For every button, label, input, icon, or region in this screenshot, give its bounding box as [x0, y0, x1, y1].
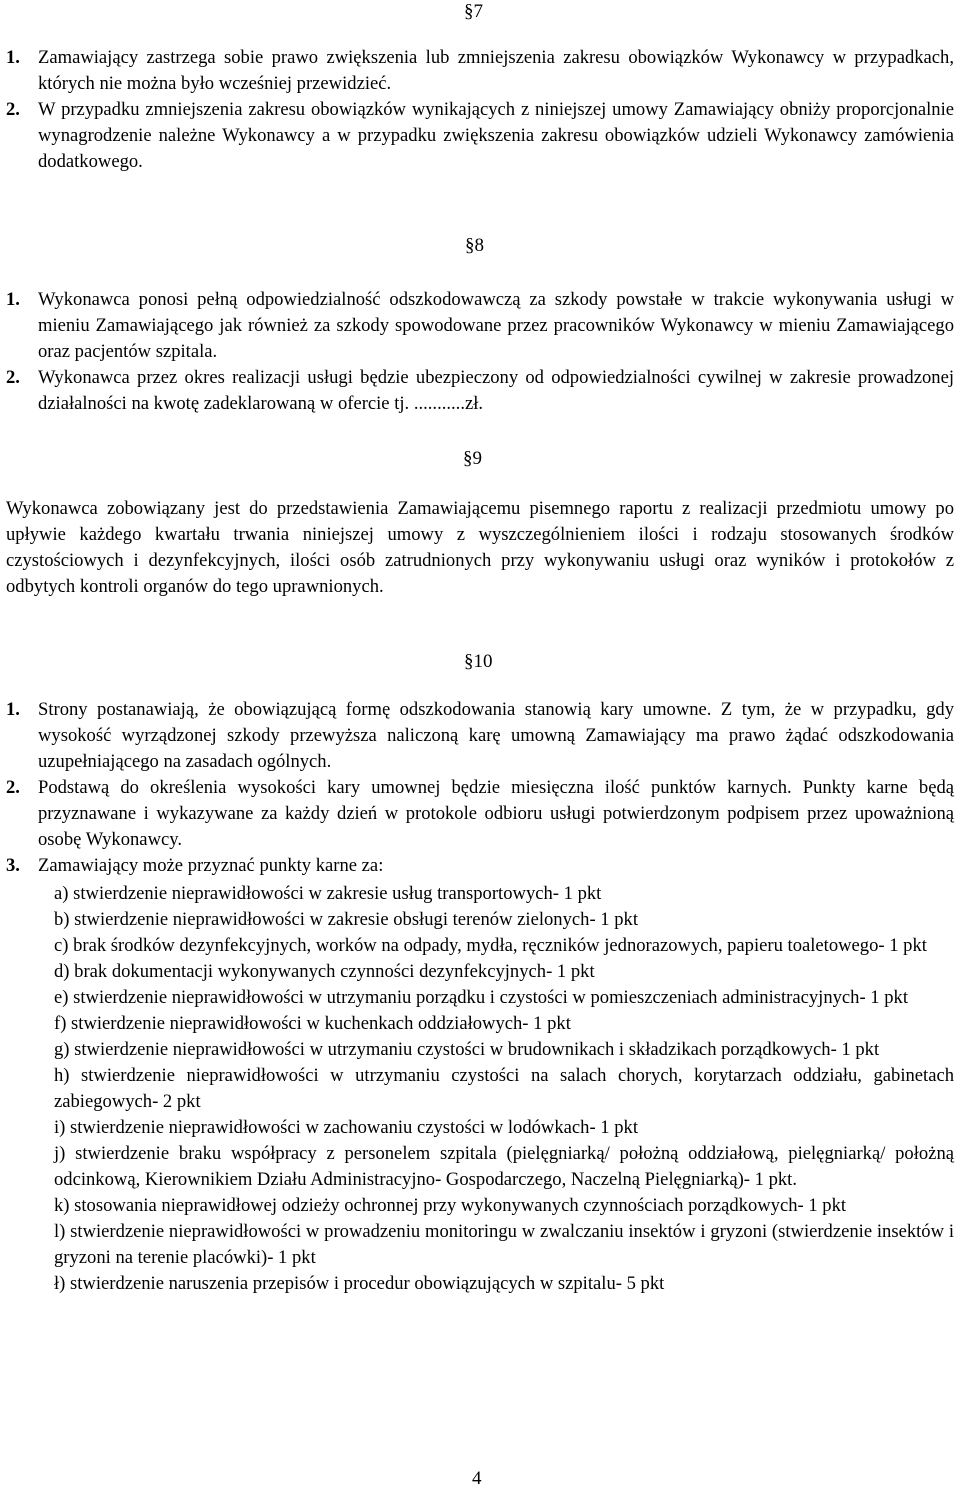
penalty-item-h	[54, 1063, 954, 1115]
item-text: Wykonawca przez okres realizacji usługi będzie ubezpieczony od odpowiedzialności cywilnej w zakresie prowadzonej działalności na kwotę zadeklarowaną w ofercie tj. ...........zł.	[38, 367, 954, 414]
penalty-item-l	[54, 1219, 954, 1271]
section-7-item-2	[6, 97, 954, 175]
section-10-body	[6, 697, 954, 1297]
penalty-item-i	[54, 1115, 954, 1141]
penalty-label: f)	[54, 1013, 67, 1034]
penalty-text: stwierdzenie nieprawidłowości w zakresie obsługi terenów zielonych- 1 pkt	[74, 909, 638, 930]
penalty-label: g)	[54, 1039, 70, 1060]
section-7-heading: §7	[464, 1, 483, 22]
penalty-item-l-stroke	[54, 1271, 954, 1297]
section-9-heading: §9	[463, 448, 482, 469]
penalty-label: h)	[54, 1065, 70, 1086]
item-number: 1.	[6, 699, 20, 720]
penalty-item-f	[54, 1011, 954, 1037]
penalty-label: j)	[54, 1143, 66, 1164]
section-8-item-2	[6, 365, 954, 417]
section-10-item-3	[6, 853, 954, 879]
penalty-item-j	[54, 1141, 954, 1193]
item-text: Wykonawca ponosi pełną odpowiedzialność odszkodowawczą za szkody powstałe w trakcie wykonywania usługi w mieniu Zamawiającego jak również za szkody spowodowane przez pracowników Wykonawcy w mieniu Zamawiającego oraz pacjentów szpitala.	[38, 289, 954, 362]
item-number: 2.	[6, 777, 20, 798]
section-9-text: Wykonawca zobowiązany jest do przedstawienia Zamawiającemu pisemnego raportu z realizacji przedmiotu umowy po upływie każdego kwartału trwania niniejszej umowy z wyszczególnieniem ilości i rodzaju stosowanych środków czystościowych i dezynfekcyjnych, ilości osób zatrudnionych przy wykonywaniu usługi oraz wyników i protokołów z odbytych kontroli organów do tego uprawnionych.	[6, 498, 954, 597]
section-10-item-1	[6, 697, 954, 775]
penalty-text: stwierdzenie nieprawidłowości w utrzymaniu czystości w brudownikach i składzikach porządkowych- 1 pkt	[74, 1039, 880, 1060]
penalty-label: k)	[54, 1195, 70, 1216]
item-number: 2.	[6, 99, 20, 120]
penalty-item-e	[54, 985, 954, 1011]
penalty-label: e)	[54, 987, 69, 1008]
penalty-label: b)	[54, 909, 70, 930]
section-8-heading: §8	[465, 235, 484, 256]
penalty-text: brak środków dezynfekcyjnych, worków na odpady, mydła, ręczników jednorazowych, papieru toaletowego- 1 pkt	[73, 935, 927, 956]
penalty-text: stwierdzenie nieprawidłowości w prowadzeniu monitoringu w zwalczaniu insektów i gryzoni (stwierdzenie insektów i gryzoni na terenie placówki)- 1 pkt	[54, 1221, 954, 1268]
penalty-label: a)	[54, 883, 69, 904]
penalty-text: stwierdzenie nieprawidłowości w zakresie usług transportowych- 1 pkt	[73, 883, 602, 904]
page-number: 4	[472, 1468, 482, 1489]
penalty-label: i)	[54, 1117, 66, 1138]
penalty-text: stwierdzenie nieprawidłowości w zachowaniu czystości w lodówkach- 1 pkt	[70, 1117, 638, 1138]
section-7-item-1	[6, 45, 954, 97]
item-number: 1.	[6, 289, 20, 310]
section-8-item-1	[6, 287, 954, 365]
item-text: Zamawiający zastrzega sobie prawo zwiększenia lub zmniejszenia zakresu obowiązków Wykonawcy w przypadkach, których nie można było wcześniej przewidzieć.	[38, 47, 954, 94]
penalty-item-g	[54, 1037, 954, 1063]
section-10-heading: §10	[464, 651, 493, 672]
penalty-text: stwierdzenie nieprawidłowości w utrzymaniu porządku i czystości w pomieszczeniach administracyjnych- 1 pkt	[73, 987, 909, 1008]
section-7-body	[6, 45, 954, 175]
penalty-text: stwierdzenie nieprawidłowości w kuchenkach oddziałowych- 1 pkt	[71, 1013, 571, 1034]
penalty-text: stwierdzenie braku współpracy z personelem szpitala (pielęgniarką/ położną oddziałową, pielęgniarką/ położną odcinkową, Kierownikiem Działu Administracyjno- Gospodarczego, Naczelną Pielęgniarką)- 1 pkt.	[54, 1143, 954, 1190]
penalty-label: ł)	[54, 1273, 66, 1294]
penalty-text: stwierdzenie naruszenia przepisów i procedur obowiązujących w szpitalu- 5 pkt	[70, 1273, 665, 1294]
penalty-item-d	[54, 959, 954, 985]
penalty-item-a	[54, 881, 954, 907]
item-number: 1.	[6, 47, 20, 68]
item-text: W przypadku zmniejszenia zakresu obowiązków wynikających z niniejszej umowy Zamawiający obniży proporcjonalnie wynagrodzenie należne Wykonawcy a w przypadku zwiększenia zakresu obowiązków udzieli Wykonawcy zamówienia dodatkowego.	[38, 99, 954, 172]
penalty-text: stwierdzenie nieprawidłowości w utrzymaniu czystości na salach chorych, korytarzach oddziału, gabinetach zabiegowych- 2 pkt	[54, 1065, 954, 1112]
section-9-body	[6, 496, 954, 600]
item-text: Zamawiający może przyznać punkty karne za:	[38, 855, 384, 876]
penalty-label: c)	[54, 935, 69, 956]
penalty-text: brak dokumentacji wykonywanych czynności dezynfekcyjnych- 1 pkt	[74, 961, 595, 982]
penalty-list	[54, 881, 954, 1297]
item-text: Strony postanawiają, że obowiązującą formę odszkodowania stanowią kary umowne. Z tym, że w przypadku, gdy wysokość wyrządzonej szkody przewyższa naliczoną karę umowną Zamawiający ma prawo żądać odszkodowania uzupełniającego na zasadach ogólnych.	[38, 699, 954, 772]
penalty-label: d)	[54, 961, 70, 982]
penalty-item-k	[54, 1193, 954, 1219]
penalty-item-c	[54, 933, 954, 959]
penalty-text: stosowania nieprawidłowej odzieży ochronnej przy wykonywanych czynnościach porządkowych- 1 pkt	[74, 1195, 847, 1216]
section-8-body	[6, 287, 954, 417]
section-10-item-2	[6, 775, 954, 853]
item-number: 3.	[6, 855, 20, 876]
item-text: Podstawą do określenia wysokości kary umownej będzie miesięczna ilość punktów karnych. Punkty karne będą przyznawane i wykazywane za każdy dzień w protokole odbioru usługi potwierdzonym podpisem przez upoważnioną osobę Wykonawcy.	[38, 777, 954, 850]
item-number: 2.	[6, 367, 20, 388]
penalty-item-b	[54, 907, 954, 933]
penalty-label: l)	[54, 1221, 66, 1242]
